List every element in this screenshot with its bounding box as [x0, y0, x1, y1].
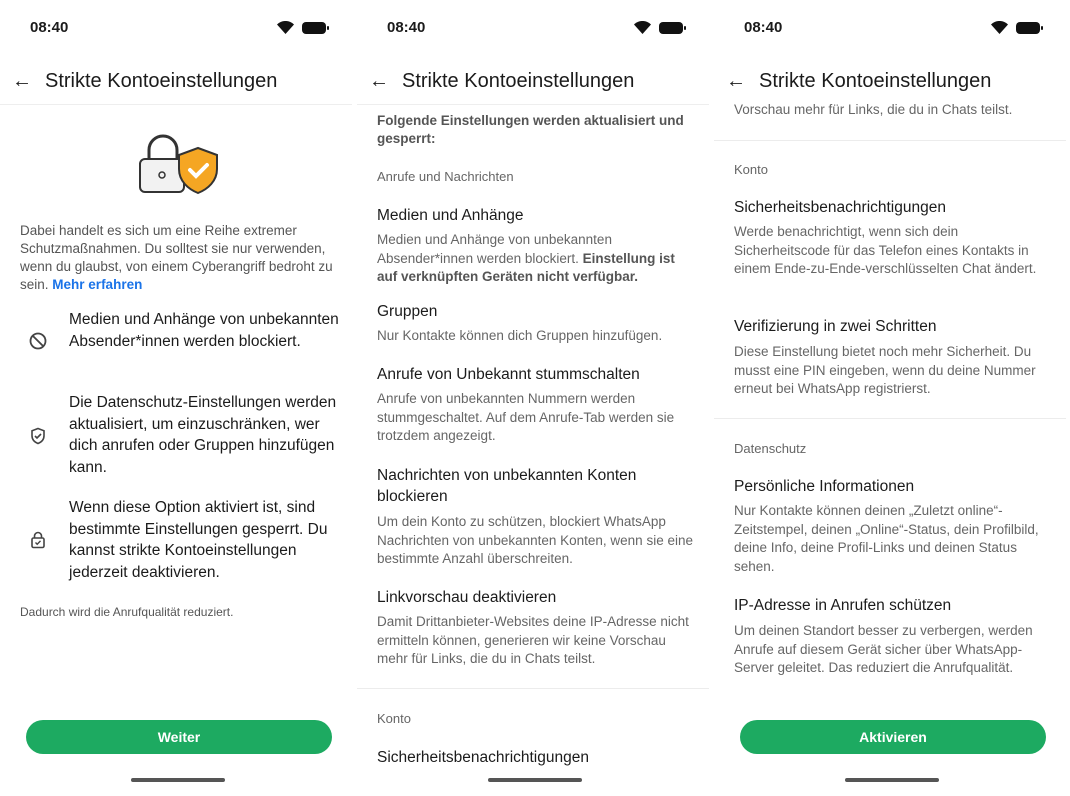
item-title: Gruppen [377, 303, 438, 320]
header-divider [0, 104, 352, 105]
page-title: Strikte Kontoeinstellungen [402, 70, 635, 92]
item-title: IP-Adresse in Anrufen schützen [734, 597, 952, 614]
continue-button[interactable]: Weiter [26, 720, 332, 754]
header-divider [357, 104, 709, 105]
home-indicator[interactable] [131, 778, 225, 782]
item-desc-note: Einstellung ist auf verknüpften Geräten nicht verfügbar. [377, 250, 675, 284]
item-description: Anrufe von unbekannten Nummern werden stummgeschaltet. Auf dem Anrufe-Tab werden sie trotzdem angezeigt. [377, 391, 675, 443]
status-icons [991, 21, 1040, 34]
item-description: Nur Kontakte können dich Gruppen hinzufügen. [377, 328, 663, 343]
status-time: 08:40 [744, 19, 783, 36]
footnote: Dadurch wird die Anrufqualität reduziert. [20, 605, 234, 619]
item-title: Verifizierung in zwei Schritten [734, 318, 937, 335]
block-icon [28, 331, 48, 351]
screen-intro [0, 0, 352, 796]
wifi-icon [991, 21, 1008, 34]
back-button[interactable]: ← [726, 70, 746, 92]
home-indicator[interactable] [488, 778, 582, 782]
item-description: Nur Kontakte können deinen „Zuletzt online“-Zeitstempel, deinen „Online“-Status, dein Profilbild, deine Info, deine Profil-Links und deinen Status sehen. [734, 503, 1039, 574]
shield-check-icon [28, 426, 48, 446]
item-description: Um dein Konto zu schützen, blockiert WhatsApp Nachrichten von unbekannten Konten, wenn sie eine bestimmte Anzahl überschreiten. [377, 514, 693, 566]
section-divider [714, 418, 1066, 419]
intro-text [20, 222, 336, 294]
item-description: Werde benachrichtigt, wenn sich dein Sicherheitscode für das Telefon eines Kontakts in einem Ende-zu-Ende-verschlüsselten Chat ändert. [734, 224, 1037, 276]
battery-icon [1016, 22, 1040, 34]
item-title: Persönliche Informationen [734, 478, 915, 495]
screen-settings-list [357, 0, 709, 796]
feature-text: Wenn diese Option aktiviert ist, sind bestimmte Einstellungen gesperrt. Du kannst strikte Kontoeinstellungen jederzeit deaktivieren. [69, 499, 328, 581]
status-icons [277, 21, 326, 34]
item-description [377, 231, 695, 287]
page-title: Strikte Kontoeinstellungen [45, 70, 278, 92]
section-header-calls: Anrufe und Nachrichten [377, 169, 514, 184]
item-title: Sicherheitsbenachrichtigungen [377, 749, 589, 766]
item-description: Diese Einstellung bietet noch mehr Sicherheit. Du musst eine PIN eingeben, wenn du deine Nummer erneut bei WhatsApp registrierst. [734, 344, 1036, 396]
screen-settings-list-scrolled [714, 0, 1066, 796]
section-divider [357, 688, 709, 689]
lock-shield-illustration [137, 130, 219, 198]
activate-button[interactable]: Aktivieren [740, 720, 1046, 754]
item-title: Linkvorschau deaktivieren [377, 589, 557, 606]
item-title: Anrufe von Unbekannt stummschalten [377, 366, 640, 383]
section-header-privacy: Datenschutz [734, 441, 807, 456]
learn-more-link[interactable]: Mehr erfahren [52, 277, 143, 292]
list-intro: Folgende Einstellungen werden aktualisiert und gesperrt: [377, 113, 684, 146]
item-title: Medien und Anhänge [377, 207, 524, 224]
wifi-icon [277, 21, 294, 34]
item-title: Sicherheitsbenachrichtigungen [734, 199, 946, 216]
home-indicator[interactable] [845, 778, 939, 782]
feature-text: Die Datenschutz-Einstellungen werden aktualisiert, um einzuschränken, wer dich anrufen oder Gruppen hinzufügen kann. [69, 394, 337, 476]
lock-check-icon [28, 530, 48, 550]
wifi-icon [634, 21, 651, 34]
item-description: Damit Drittanbieter-Websites deine IP-Adresse nicht ermitteln können, generieren wir keine Vorschau mehr für Links, die du in Chats teilst. [377, 614, 689, 666]
item-description: Vorschau mehr für Links, die du in Chats teilst. [734, 102, 1013, 117]
back-button[interactable]: ← [369, 70, 389, 92]
page-title: Strikte Kontoeinstellungen [759, 70, 992, 92]
item-description: Um deinen Standort besser zu verbergen, werden Anrufe auf diesem Gerät sicher über WhatsApp-Server geleitet. Das reduziert die Anrufqualität. [734, 623, 1033, 675]
battery-icon [302, 22, 326, 34]
status-time: 08:40 [30, 19, 69, 36]
item-title: Nachrichten von unbekannten Konten blockieren [377, 467, 637, 505]
status-icons [634, 21, 683, 34]
section-divider [714, 140, 1066, 141]
back-button[interactable]: ← [12, 70, 32, 92]
status-time: 08:40 [387, 19, 426, 36]
section-header-account: Konto [734, 162, 768, 177]
section-header-account: Konto [377, 711, 411, 726]
feature-text: Medien und Anhänge von unbekannten Absender*innen werden blockiert. [69, 311, 339, 350]
battery-icon [659, 22, 683, 34]
item-desc-text: Medien und Anhänge von unbekannten Absender*innen werden blockiert. [377, 232, 612, 266]
intro-text-body: Dabei handelt es sich um eine Reihe extremer Schutzmaßnahmen. Du solltest sie nur verwenden, wenn du glaubst, von einem Cyberangriff bedroht zu sein. [20, 223, 333, 292]
